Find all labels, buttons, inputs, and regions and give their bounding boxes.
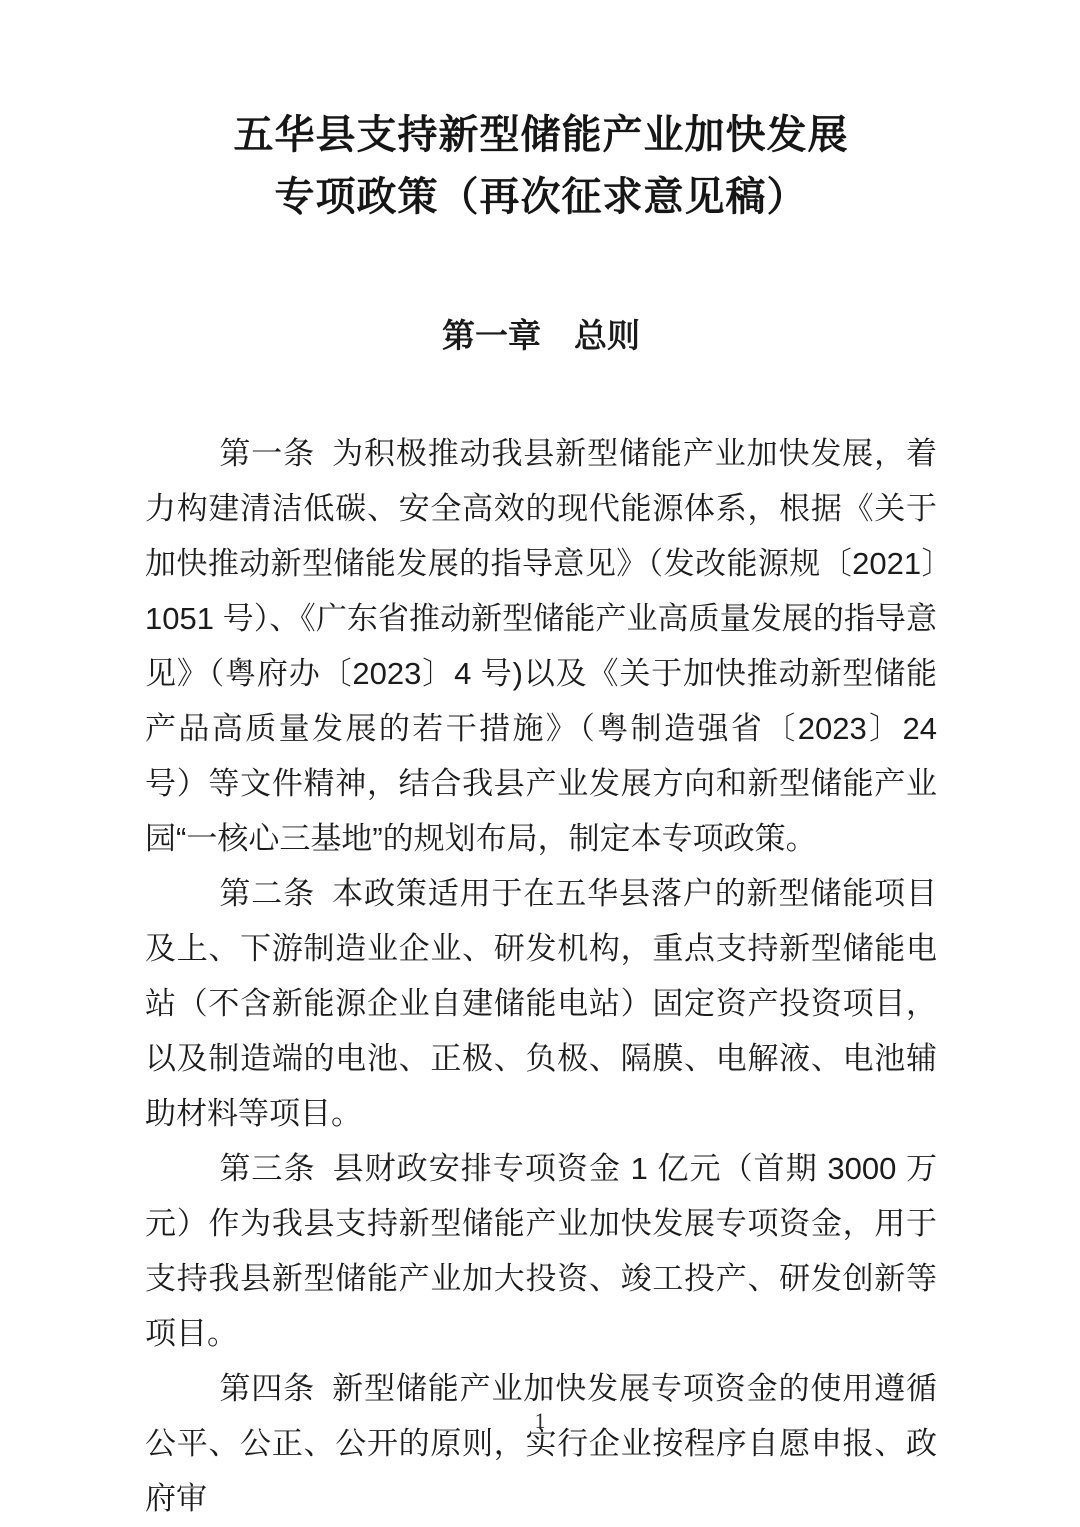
article-2-number: 第二条 [219,876,316,911]
document-body [145,426,937,1526]
article-2-text: 本政策适用于在五华县落户的新型储能项目及上、下游制造业企业、研发机构，重点支持新型储能电站（不含新能源企业自建储能电站）固定资产投资项目，以及制造端的电池、正极、负极、隔膜、电解液、电池辅助材料等项目。 [145,876,938,1131]
paragraph-article-1 [145,426,937,866]
paragraph-article-3 [145,1141,937,1361]
paragraph-article-4 [145,1361,937,1526]
article-3-number: 第三条 [219,1151,316,1186]
title-line-2: 专项政策（再次征求意见稿） [274,175,808,219]
chapter-title: 总则 [574,317,640,354]
article-3-text: 县财政安排专项资金 1 亿元（首期 3000 万元）作为我县支持新型储能产业加快发展专项资金，用于支持我县新型储能产业加大投资、竣工投产、研发创新等项目。 [145,1151,938,1351]
document-title [145,0,937,228]
article-1-number: 第一条 [219,436,316,471]
title-line-1: 五华县支持新型储能产业加快发展 [233,113,849,157]
paragraph-article-2 [145,866,937,1141]
article-1-text: 为积极推动我县新型储能产业加快发展，着力构建清洁低碳、安全高效的现代能源体系，根据《关于加快推动新型储能发展的指导意见》（发改能源规〔2021〕1051 号）、《广东省推动新型储能产业高质量发展的指导意见》（粤府办〔2023〕4 号)以及《关于加快推动新型储能产品高质量发展的若干措施》（粤制造强省〔2023〕24 号）等文件精神，结合我县产业发展方向和新型储能产业园“一核心三基地”的规划布局，制定本专项政策。 [145,436,938,856]
article-4-text: 新型储能产业加快发展专项资金的使用遵循公平、公正、公开的原则，实行企业按程序自愿申报、政府审 [145,1371,938,1516]
chapter-number: 第一章 [442,317,541,354]
page-number: 1 [534,1408,546,1433]
chapter-heading [145,316,937,356]
article-4-number: 第四条 [219,1371,316,1406]
